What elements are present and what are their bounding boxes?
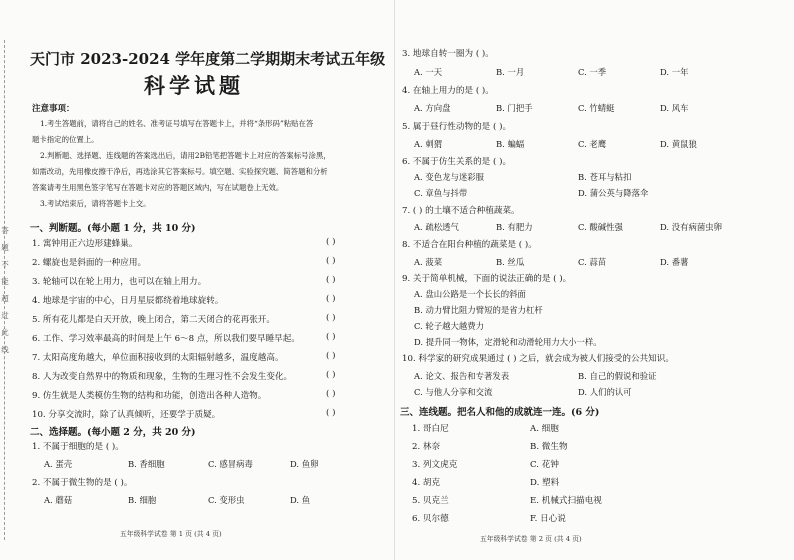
judgement-item: 9. 仿生就是人类模仿生物的结构和功能，创造出各种人造物。 — [32, 391, 267, 401]
binding-note: 答题不能超过此线 — [1, 226, 9, 354]
matching-achievement: E. 机械式扫描电视 — [530, 496, 602, 506]
choice-option: B. 丝瓜 — [496, 257, 525, 267]
section-choice-heading: 二、选择题。(每小题 2 分，共 20 分) — [30, 427, 196, 438]
choice-option: B. 苍耳与粘扣 — [578, 172, 632, 182]
judgement-item: 3. 轮轴可以在轮上用力，也可以在轴上用力。 — [32, 277, 207, 287]
choice-option: B. 香细胞 — [128, 459, 165, 469]
choice-question: 3. 地球自转一圈为 ( )。 — [402, 49, 494, 59]
choice-question: 4. 在轴上用力的是 ( )。 — [402, 86, 494, 96]
choice-option: D. 番薯 — [660, 257, 689, 267]
judgement-item: 10. 分享交流时，除了认真倾听，还要学于质疑。 — [32, 410, 221, 420]
choice-question: 1. 不属于细胞的是 ( )。 — [32, 442, 124, 452]
choice-option: A. 论文、报告和专著发表 — [414, 371, 510, 381]
choice-option: C. 与他人分享和交流 — [414, 387, 493, 397]
page-footer: 五年级科学试卷 第 1 页 (共 4 页) — [120, 530, 222, 538]
choice-option: C. 轮子越大越费力 — [414, 321, 485, 331]
choice-question: 7. ( ) 的土壤不适合种植蔬菜。 — [402, 206, 520, 216]
matching-person: 6. 贝尔德 — [412, 514, 449, 524]
choice-option: C. 老鹰 — [578, 139, 607, 149]
choice-option: B. 自己的假说和验证 — [578, 371, 657, 381]
judgement-item: 8. 人为改变自然界中的物质和现象，生物的生理习性不会发生变化。 — [32, 372, 293, 382]
choice-option: C. 变形虫 — [208, 495, 245, 505]
choice-question: 6. 不属于仿生关系的是 ( )。 — [402, 157, 512, 167]
answer-paren: ( ) — [326, 313, 336, 323]
choice-option: A. 盘山公路是一个长长的斜面 — [414, 289, 526, 299]
note-line: 2.判断题、选择题、连线题的答案选出后，请用2B铅笔把答题卡上对应的答案标号涂黑， — [40, 151, 331, 160]
choice-option: A. 疏松透气 — [414, 222, 459, 232]
answer-paren: ( ) — [326, 256, 336, 266]
section-judgement-heading: 一、判断题。(每小题 1 分，共 10 分) — [30, 223, 196, 234]
choice-option: C. 酸碱性强 — [578, 222, 623, 232]
choice-option: A. 刺猬 — [414, 139, 443, 149]
matching-achievement: C. 花钟 — [530, 460, 559, 470]
choice-option: B. 动力臂比阻力臂短的是省力杠杆 — [414, 305, 543, 315]
matching-achievement: A. 细胞 — [530, 424, 559, 434]
matching-achievement: D. 塑料 — [530, 478, 560, 488]
choice-option: C. 感冒病毒 — [208, 459, 253, 469]
choice-option: A. 变色龙与迷彩服 — [414, 172, 484, 182]
choice-option: C. 一季 — [578, 67, 607, 77]
matching-person: 5. 贝克兰 — [412, 496, 449, 506]
note-line: 3.考试结束后，请将答题卡上交。 — [40, 199, 151, 208]
judgement-item: 4. 地球是宇宙的中心，日月星辰都绕着地球旋转。 — [32, 296, 224, 306]
choice-option: B. 一月 — [496, 67, 525, 77]
choice-option: D. 一年 — [660, 67, 689, 77]
matching-achievement: F. 日心说 — [530, 514, 566, 524]
matching-person: 1. 哥白尼 — [412, 424, 449, 434]
matching-person: 3. 列文虎克 — [412, 460, 458, 470]
choice-option: B. 细胞 — [128, 495, 157, 505]
answer-paren: ( ) — [326, 370, 336, 380]
exam-header: 天门市 2023-2024 学年度第二学期期末考试五年级 — [30, 50, 386, 68]
answer-paren: ( ) — [326, 275, 336, 285]
choice-option: A. 蛋壳 — [44, 459, 73, 469]
choice-option: A. 菠菜 — [414, 257, 443, 267]
choice-option: A. 蘑菇 — [44, 495, 73, 505]
answer-paren: ( ) — [326, 332, 336, 342]
choice-question: 5. 属于昼行性动物的是 ( )。 — [402, 122, 512, 132]
subject-title: 科学试题 — [144, 73, 244, 98]
note-line: 1.考生答题前，请将自己的姓名、准考证号填写在答题卡上，并将“条形码”粘贴在答 — [40, 119, 314, 128]
answer-paren: ( ) — [326, 408, 336, 418]
choice-option: A. 一天 — [414, 67, 443, 77]
choice-option: B. 蝙蝠 — [496, 139, 525, 149]
answer-paren: ( ) — [326, 237, 336, 247]
choice-option: D. 蒲公英与降落伞 — [578, 188, 649, 198]
choice-option: C. 蒜苗 — [578, 257, 607, 267]
note-line: 题卡指定的位置上。 — [32, 135, 99, 144]
choice-option: D. 鱼 — [290, 495, 311, 505]
matching-person: 2. 林奈 — [412, 442, 441, 452]
choice-option: D. 没有病菌虫卵 — [660, 222, 722, 232]
choice-option: D. 黄鼠狼 — [660, 139, 697, 149]
choice-option: D. 提升同一物体，定滑轮和动滑轮用力大小一样。 — [414, 337, 602, 347]
judgement-item: 1. 寓钟用正六边形建蜂巢。 — [32, 239, 138, 249]
answer-paren: ( ) — [326, 389, 336, 399]
choice-option: D. 风车 — [660, 103, 689, 113]
matching-person: 4. 胡克 — [412, 478, 441, 488]
notes-label: 注意事项： — [32, 104, 75, 114]
answer-paren: ( ) — [326, 351, 336, 361]
note-line: 如需改动，先用橡皮擦干净后，再选涂其它答案标号。填空题、实验探究题、简答题和分析 — [32, 167, 328, 176]
page-footer: 五年级科学试卷 第 2 页 (共 4 页) — [480, 535, 582, 543]
choice-option: B. 有肥力 — [496, 222, 533, 232]
choice-option: C. 章鱼与抖带 — [414, 188, 468, 198]
choice-question: 10. 科学家的研究成果通过 ( ) 之后，就会成为被人们接受的公共知识。 — [402, 354, 674, 364]
section-matching-heading: 三、连线题。把名人和他的成就连一连。(6 分) — [400, 407, 600, 418]
note-line: 答案请考生用黑色签字笔写在答题卡对应的答题区域内，写在试题卷上无效。 — [32, 183, 284, 192]
answer-paren: ( ) — [326, 294, 336, 304]
judgement-item: 2. 螺旋也是斜面的一种应用。 — [32, 258, 147, 268]
choice-option: C. 竹蜻蜓 — [578, 103, 615, 113]
choice-option: B. 门把手 — [496, 103, 533, 113]
judgement-item: 5. 所有花儿都是白天开放，晚上闭合，第二天闭合的花再张开。 — [32, 315, 275, 325]
page-fold — [394, 0, 395, 560]
choice-question: 9. 关于简单机械，下面的说法正确的是 ( )。 — [402, 274, 572, 284]
choice-option: A. 方向盘 — [414, 103, 451, 113]
judgement-item: 7. 太阳高度角越大，单位面积接收到的太阳辐射越多，温度越高。 — [32, 353, 284, 363]
judgement-item: 6. 工作、学习效率最高的时间是上午 6～8 点，所以我们要早睡早起。 — [32, 334, 300, 344]
matching-achievement: B. 微生物 — [530, 442, 568, 452]
choice-option: D. 人们的认可 — [578, 387, 632, 397]
choice-question: 2. 不属于微生物的是 ( )。 — [32, 478, 133, 488]
choice-option: D. 鱼卵 — [290, 459, 319, 469]
choice-question: 8. 不适合在阳台种植的蔬菜是 ( )。 — [402, 240, 537, 250]
